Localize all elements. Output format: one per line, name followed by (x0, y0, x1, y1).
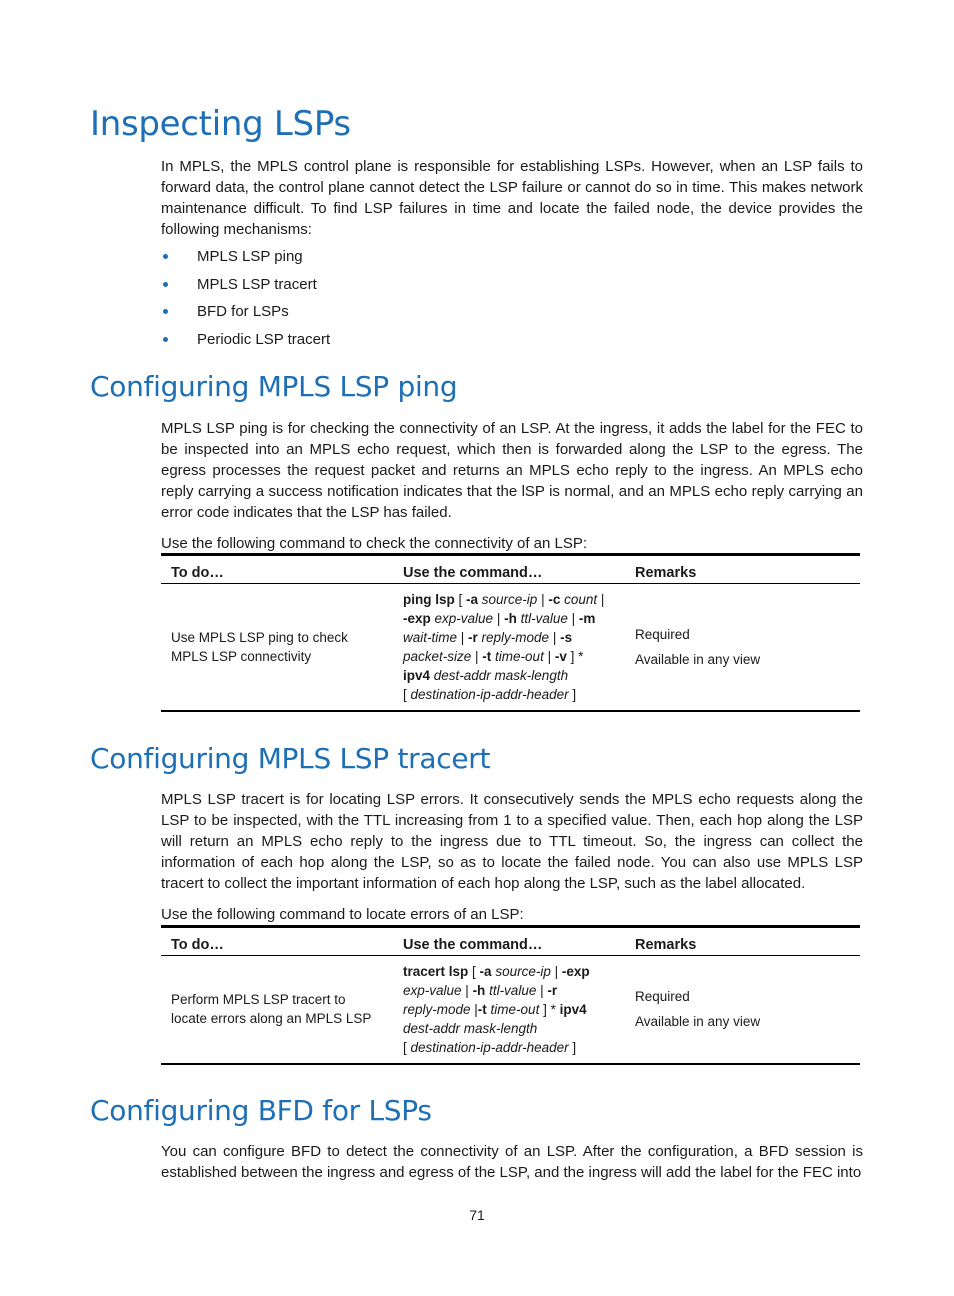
remark-required: Required (635, 989, 690, 1005)
remarks-cell (625, 956, 860, 1064)
section-title-inspecting: Inspecting LSPs (90, 104, 351, 144)
ping-lead: Use the following command to check the connectivity of an LSP: (161, 535, 588, 552)
header-remarks: Remarks (625, 555, 860, 584)
header-todo: To do… (161, 927, 393, 956)
tracert-command-table (161, 925, 860, 1065)
inspecting-intro: In MPLS, the MPLS control plane is responsible for establishing LSPs. However, when an LSP fails to forward data, the control plane cannot detect the LSP failure or cannot do so in time. This makes network maintenance difficult. To find LSP failures in time and locate the failed node, the device provides the following mechanisms: (161, 158, 863, 238)
header-todo: To do… (161, 555, 393, 584)
bfd-body: You can configure BFD to detect the connectivity of an LSP. After the configuration, a BFD session is established between the ingress and egress of the LSP, and the ingress will add the label for the FEC into (161, 1143, 863, 1181)
bullet-icon (163, 309, 168, 314)
remark-view: Available in any view (635, 651, 761, 667)
list-item: Periodic LSP tracert (161, 330, 330, 358)
ping-command-table (161, 553, 860, 712)
bullet-icon (163, 254, 168, 259)
section-title-ping: Configuring MPLS LSP ping (90, 370, 458, 403)
header-remarks: Remarks (625, 927, 860, 956)
bullet-icon (163, 337, 168, 342)
remarks-cell (625, 584, 860, 711)
table-row (161, 956, 860, 1064)
table-row (161, 584, 860, 711)
command-cell: ping lsp [ -a source-ip | -c count | -exp exp-value | -h ttl-value | -m wait-time | -r reply-mode | -s packet-size | -t time-out | -v ] * ipv4 dest-addr mask-length [ destination-ip-addr-header ] (393, 584, 625, 711)
bullet-icon (163, 282, 168, 287)
ping-body: MPLS LSP ping is for checking the connectivity of an LSP. At the ingress, it adds the label for the FEC to be inspected into an MPLS echo request, which then is forwarded along the LSP to the egress. The egress processes the request packet and returns an MPLS echo reply to the ingress. An MPLS echo reply carrying a success notification indicates that the lSP is normal, and an MPLS echo reply carrying an error code indicates that the LSP has failed. (161, 420, 863, 521)
section-title-tracert: Configuring MPLS LSP tracert (90, 742, 491, 775)
remark-view: Available in any view (635, 1014, 761, 1030)
header-command: Use the command… (393, 555, 625, 584)
list-item: MPLS LSP ping (161, 247, 330, 275)
tracert-lead: Use the following command to locate errors of an LSP: (161, 906, 524, 923)
command-cell: tracert lsp [ -a source-ip | -exp exp-value | -h ttl-value | -r reply-mode |-t time-out ] * ipv4 dest-addr mask-length [ destination-ip-addr-header ] (393, 956, 625, 1064)
page-number: 71 (469, 1207, 485, 1223)
mechanism-list (161, 247, 330, 358)
list-item: MPLS LSP tracert (161, 275, 330, 303)
tracert-body: MPLS LSP tracert is for locating LSP errors. It consecutively sends the MPLS echo requests along the LSP to be inspected, with the TTL increasing from 1 to a specified value. Then, each hop along the LSP will return an MPLS echo reply to the ingress due to TTL timeout. So, the ingress can collect the information of each hop along the LSP, so as to locate the failed node. You can also use MPLS LSP tracert to collect the important information of each hop along the LSP, such as the label allocated. (161, 791, 863, 892)
todo-cell: Use MPLS LSP ping to check MPLS LSP connectivity (161, 584, 393, 711)
list-item: BFD for LSPs (161, 302, 330, 330)
section-title-bfd: Configuring BFD for LSPs (90, 1094, 432, 1127)
todo-cell: Perform MPLS LSP tracert to locate errors along an MPLS LSP (161, 956, 393, 1064)
remark-required: Required (635, 626, 690, 642)
header-command: Use the command… (393, 927, 625, 956)
